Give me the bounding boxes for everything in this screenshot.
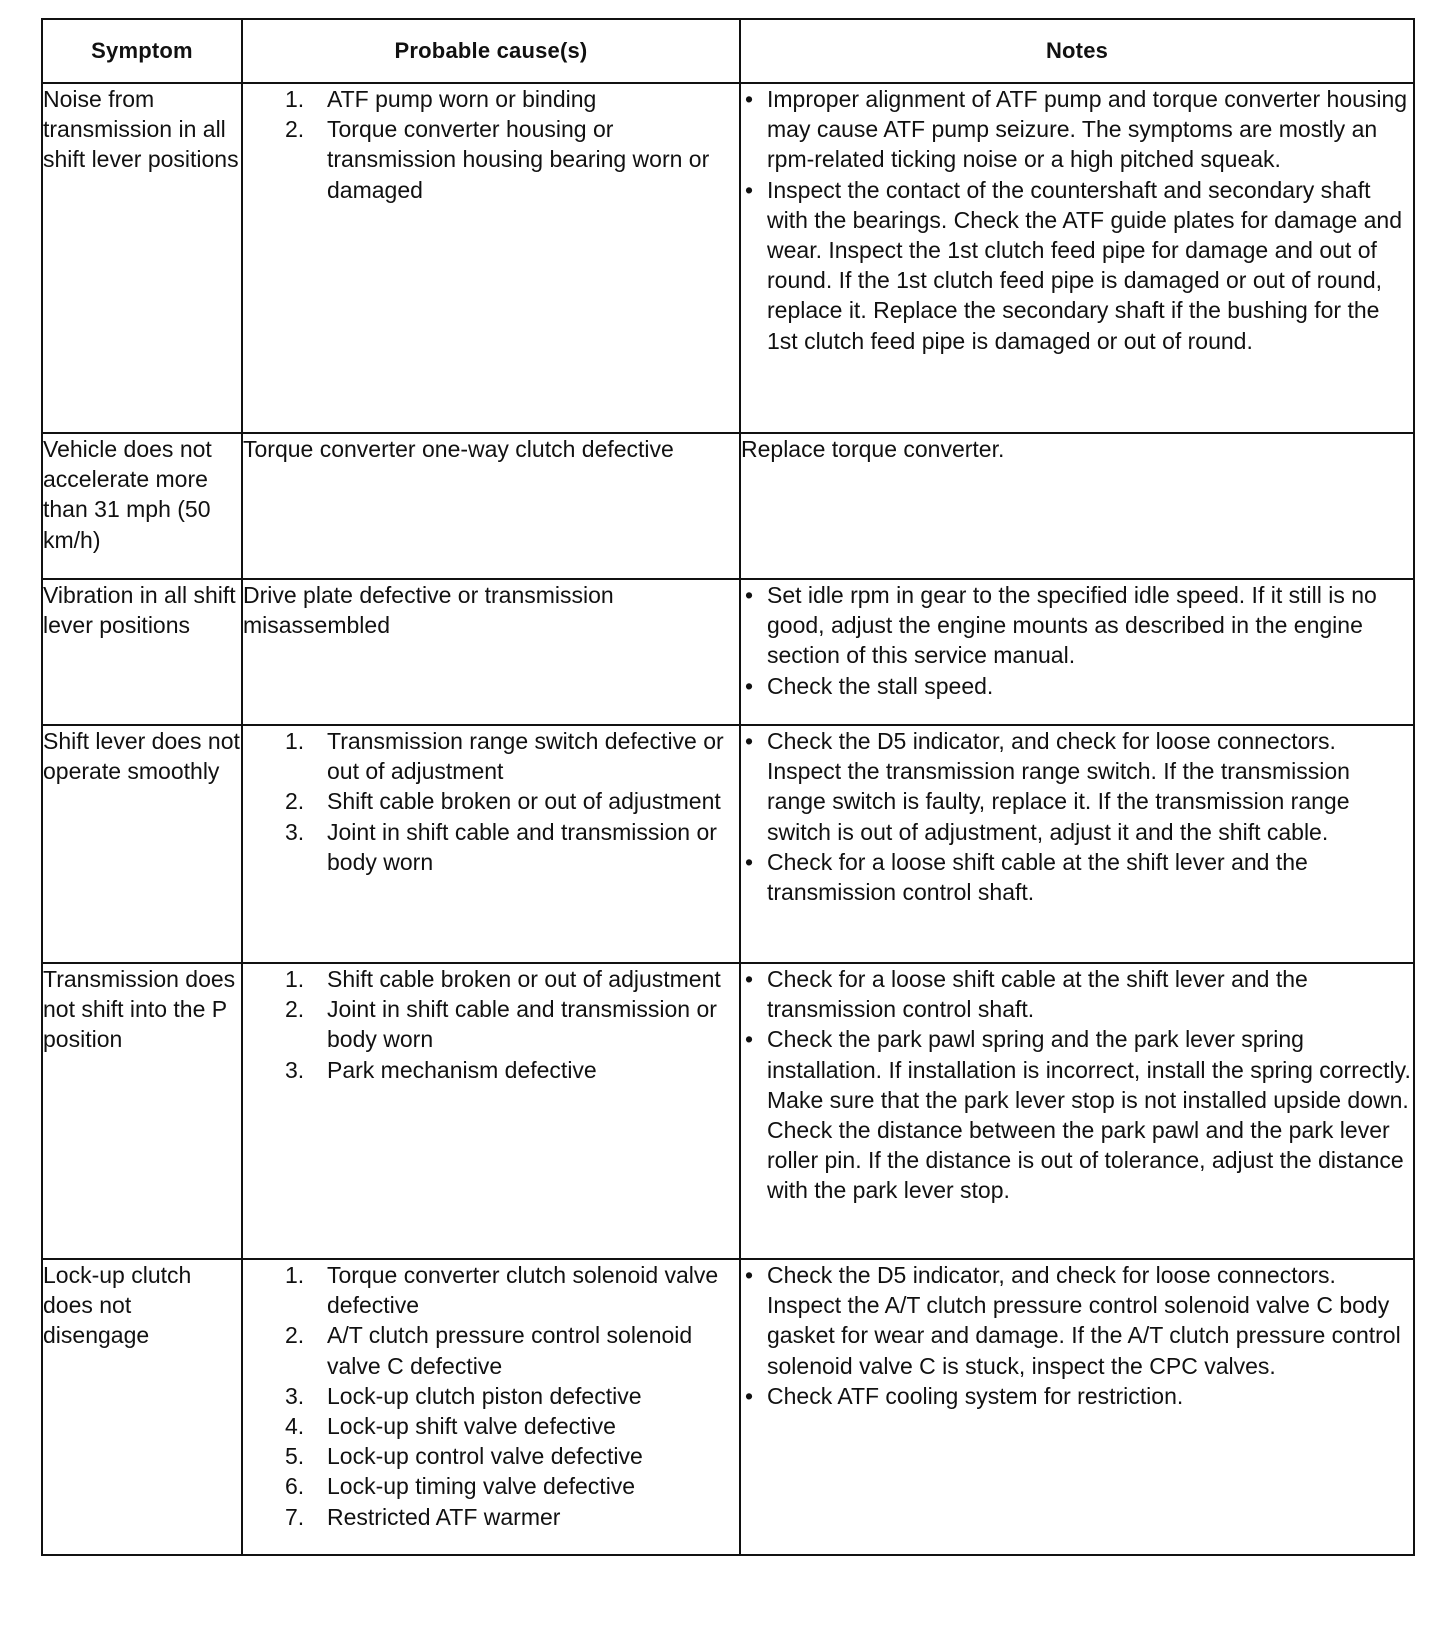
notes-cell bbox=[740, 1259, 1414, 1555]
causes-cell bbox=[242, 579, 740, 725]
cause-item: 1. Torque converter clutch solenoid valve defective bbox=[285, 1262, 719, 1319]
causes-cell bbox=[242, 433, 740, 579]
cause-item: 1. Transmission range switch defective or out of adjustment bbox=[285, 728, 724, 785]
symptom-cell: Vehicle does not accelerate more than 31 mph (50 km/h) bbox=[42, 433, 242, 579]
causes-list bbox=[243, 964, 739, 1085]
cause-item: 3. Park mechanism defective bbox=[285, 1056, 597, 1083]
causes-list bbox=[243, 84, 739, 205]
header-probable-causes: Probable cause(s) bbox=[242, 19, 740, 83]
notes-cell bbox=[740, 433, 1414, 579]
notes-cell bbox=[740, 579, 1414, 725]
cause-item: 2. Shift cable broken or out of adjustment bbox=[285, 788, 721, 815]
notes-cell bbox=[740, 83, 1414, 433]
note-item: • Check ATF cooling system for restriction. bbox=[741, 1381, 1413, 1411]
note-item: • Inspect the contact of the countershaft and secondary shaft with the bearings. Check the ATF guide plates for damage and wear. Inspect the 1st clutch feed pipe for damage and out of round. If the 1st clutch feed pipe is damaged or out of round, replace it. Replace the secondary shaft if the bushing for the 1st clutch feed pipe is damaged or out of round. bbox=[741, 175, 1413, 356]
cause-item: 3. Lock-up clutch piston defective bbox=[285, 1382, 642, 1409]
cause-item: 1. Shift cable broken or out of adjustment bbox=[285, 966, 721, 992]
table-row bbox=[42, 433, 1414, 579]
note-item: • Check the D5 indicator, and check for loose connectors. Inspect the transmission range switch. If the transmission range switch is faulty, replace it. If the transmission range switch is out of adjustment, adjust it and the shift cable. bbox=[741, 726, 1413, 847]
symptom-cell: Shift lever does not operate smoothly bbox=[42, 725, 242, 963]
note-item: • Check the park pawl spring and the park lever spring installation. If installation is incorrect, install the spring correctly. Make sure that the park lever stop is not installed upside down. Check the distance between the park pawl and the park lever roller pin. If the distance is out of tolerance, adjust the distance with the park lever stop. bbox=[741, 1024, 1413, 1205]
cause-item: 4. Lock-up shift valve defective bbox=[285, 1413, 616, 1440]
notes-list bbox=[741, 580, 1413, 701]
cause-item: 2. A/T clutch pressure control solenoid valve C defective bbox=[285, 1322, 693, 1379]
table-row bbox=[42, 725, 1414, 963]
cause-item: 1. ATF pump worn or binding bbox=[285, 86, 597, 112]
header-symptom: Symptom bbox=[42, 19, 242, 83]
cause-item: 7. Restricted ATF warmer bbox=[285, 1503, 561, 1530]
table-row bbox=[42, 1259, 1414, 1555]
causes-list bbox=[243, 1260, 739, 1532]
note-item: • Check for a loose shift cable at the shift lever and the transmission control shaft. bbox=[741, 964, 1413, 1024]
note-item: • Improper alignment of ATF pump and torque converter housing may cause ATF pump seizure. The symptoms are mostly an rpm-related ticking noise or a high pitched squeak. bbox=[741, 84, 1413, 175]
causes-list bbox=[243, 726, 739, 877]
note-item: • Check the D5 indicator, and check for loose connectors. Inspect the A/T clutch pressure control solenoid valve C body gasket for wear and damage. If the A/T clutch pressure control solenoid valve C is stuck, inspect the CPC valves. bbox=[741, 1260, 1413, 1381]
causes-cell bbox=[242, 963, 740, 1259]
notes-list bbox=[741, 84, 1413, 356]
cause-text: Drive plate defective or transmission misassembled bbox=[243, 582, 614, 639]
cause-item: 2. Torque converter housing or transmission housing bearing worn or damaged bbox=[285, 116, 710, 203]
table-body bbox=[42, 83, 1414, 1555]
cause-text: Torque converter one-way clutch defective bbox=[243, 436, 674, 462]
cause-item: 6. Lock-up timing valve defective bbox=[285, 1473, 636, 1500]
notes-list bbox=[741, 1260, 1413, 1411]
table-header bbox=[42, 19, 1414, 83]
causes-cell bbox=[242, 725, 740, 963]
cause-item: 2. Joint in shift cable and transmission or body worn bbox=[285, 996, 717, 1053]
symptom-cell: Transmission does not shift into the P position bbox=[42, 963, 242, 1259]
causes-cell bbox=[242, 83, 740, 433]
header-notes: Notes bbox=[740, 19, 1414, 83]
note-text: Replace torque converter. bbox=[741, 436, 1005, 462]
symptom-cell: Lock-up clutch does not disengage bbox=[42, 1259, 242, 1555]
symptom-cell: Noise from transmission in all shift lever positions bbox=[42, 83, 242, 433]
notes-list bbox=[741, 964, 1413, 1206]
table-row bbox=[42, 83, 1414, 433]
header-row bbox=[42, 19, 1414, 83]
notes-cell bbox=[740, 963, 1414, 1259]
note-item: • Check the stall speed. bbox=[741, 671, 1413, 701]
note-item: • Set idle rpm in gear to the specified idle speed. If it still is no good, adjust the engine mounts as described in the engine section of this service manual. bbox=[741, 580, 1413, 671]
note-item: • Check for a loose shift cable at the shift lever and the transmission control shaft. bbox=[741, 847, 1413, 907]
troubleshooting-table bbox=[41, 18, 1415, 1556]
symptom-cell: Vibration in all shift lever positions bbox=[42, 579, 242, 725]
cause-item: 3. Joint in shift cable and transmission or body worn bbox=[285, 818, 717, 875]
table-row bbox=[42, 963, 1414, 1259]
notes-cell bbox=[740, 725, 1414, 963]
causes-cell bbox=[242, 1259, 740, 1555]
table-row bbox=[42, 579, 1414, 725]
cause-item: 5. Lock-up control valve defective bbox=[285, 1443, 643, 1470]
notes-list bbox=[741, 726, 1413, 907]
